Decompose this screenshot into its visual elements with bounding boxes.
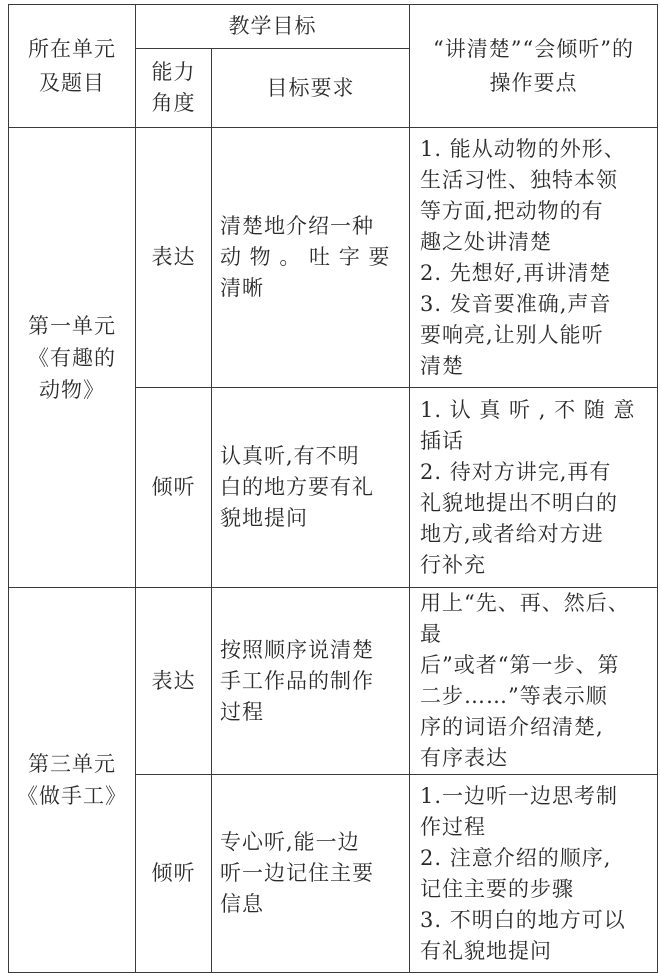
header-ability-cell <box>136 49 212 128</box>
key-point-line: 2. 先想好,再讲清楚 <box>420 260 612 285</box>
header-unit-cell <box>9 5 136 128</box>
key-point-line: 1. 能从动物的外形、 <box>420 136 626 161</box>
ability-cell: 表达 <box>136 128 212 388</box>
ability-cell: 倾听 <box>136 775 212 973</box>
header-unit-line2: 及题目 <box>39 71 105 95</box>
goal-line: 信息 <box>220 892 264 916</box>
goal-line: 认真听,有不明 <box>220 444 360 468</box>
key-point-line: 等方面,把动物的有 <box>420 198 604 223</box>
key-point-line: 有礼貌地提问 <box>420 938 552 963</box>
goal-line: 貌地提问 <box>220 506 308 530</box>
table-row <box>9 128 658 388</box>
goal-cell <box>212 388 410 588</box>
unit-name-line: 《有趣的 <box>28 345 116 370</box>
key-point-line: 有序表达 <box>420 746 508 770</box>
key-point-line: 行补充 <box>420 552 486 577</box>
key-point-line: 礼貌地提出不明白的 <box>420 490 618 515</box>
key-point-line: 3. 发音要准确,声音 <box>420 291 612 316</box>
goal-line: 专心听,能一边 <box>220 830 360 854</box>
unit-name-cell <box>9 128 136 588</box>
ability-cell: 表达 <box>136 588 212 775</box>
header-key-points-line2: 操作要点 <box>489 71 578 95</box>
header-key-points-cell <box>410 5 658 128</box>
unit-name-line: 动物》 <box>39 377 105 402</box>
goal-line: 听一边记住主要 <box>220 861 374 885</box>
key-point-line: 插话 <box>420 428 464 453</box>
key-point-line: 用上“先、再、然后、最 <box>420 591 630 646</box>
key-points-cell <box>410 775 658 973</box>
header-unit-line1: 所在单元 <box>28 37 116 61</box>
key-point-line: 1. 认 真 听 , 不 随 意 <box>420 397 636 422</box>
unit-name-line: 第一单元 <box>28 313 116 338</box>
goal-cell <box>212 775 410 973</box>
key-points-cell <box>410 128 658 388</box>
key-point-line: 1.一边听一边思考制 <box>420 783 619 808</box>
key-point-line: 二步……”等表示顺 <box>420 684 608 708</box>
goal-line: 清楚地介绍一种 <box>220 214 374 238</box>
header-ability-line2: 角度 <box>151 91 196 115</box>
key-point-line: 生活习性、独特本领 <box>420 167 618 192</box>
goal-line: 白的地方要有礼 <box>220 475 374 499</box>
key-point-line: 3. 不明白的地方可以 <box>420 907 626 932</box>
header-key-points-line1: “讲清楚”“会倾听”的 <box>433 37 634 61</box>
table-row <box>9 588 658 775</box>
goal-line: 动 物 。 吐 字 要 <box>220 245 391 269</box>
goal-line: 手工作品的制作 <box>220 668 374 693</box>
unit-name-cell <box>9 588 136 973</box>
key-point-line: 序的词语介绍清楚, <box>420 715 604 739</box>
key-point-line: 作过程 <box>420 814 486 839</box>
key-point-line: 后”或者“第一步、第 <box>420 653 620 677</box>
header-ability-line1: 能力 <box>151 60 196 84</box>
header-goal-requirement: 目标要求 <box>212 49 410 128</box>
header-row-top <box>9 5 658 49</box>
goal-cell <box>212 128 410 388</box>
key-point-line: 2. 注意介绍的顺序, <box>420 845 612 870</box>
key-points-cell <box>410 388 658 588</box>
goal-line: 按照顺序说清楚 <box>220 637 374 662</box>
key-point-line: 记住主要的步骤 <box>420 876 574 901</box>
header-teaching-goal: 教学目标 <box>136 5 410 49</box>
key-point-line: 2. 待对方讲完,再有 <box>420 459 612 484</box>
unit-name-line: 第三单元 <box>28 752 116 776</box>
ability-cell: 倾听 <box>136 388 212 588</box>
key-point-line: 要响亮,让别人能听 <box>420 322 604 347</box>
goal-cell <box>212 588 410 775</box>
key-point-line: 地方,或者给对方进 <box>420 521 604 546</box>
unit-name-line: 《做手工》 <box>17 784 127 808</box>
key-point-line: 清楚 <box>420 353 464 378</box>
key-points-cell <box>410 588 658 775</box>
goal-line: 清晰 <box>220 276 264 300</box>
key-point-line: 趣之处讲清楚 <box>420 229 552 254</box>
goal-line: 过程 <box>220 699 264 724</box>
curriculum-table <box>8 4 658 973</box>
